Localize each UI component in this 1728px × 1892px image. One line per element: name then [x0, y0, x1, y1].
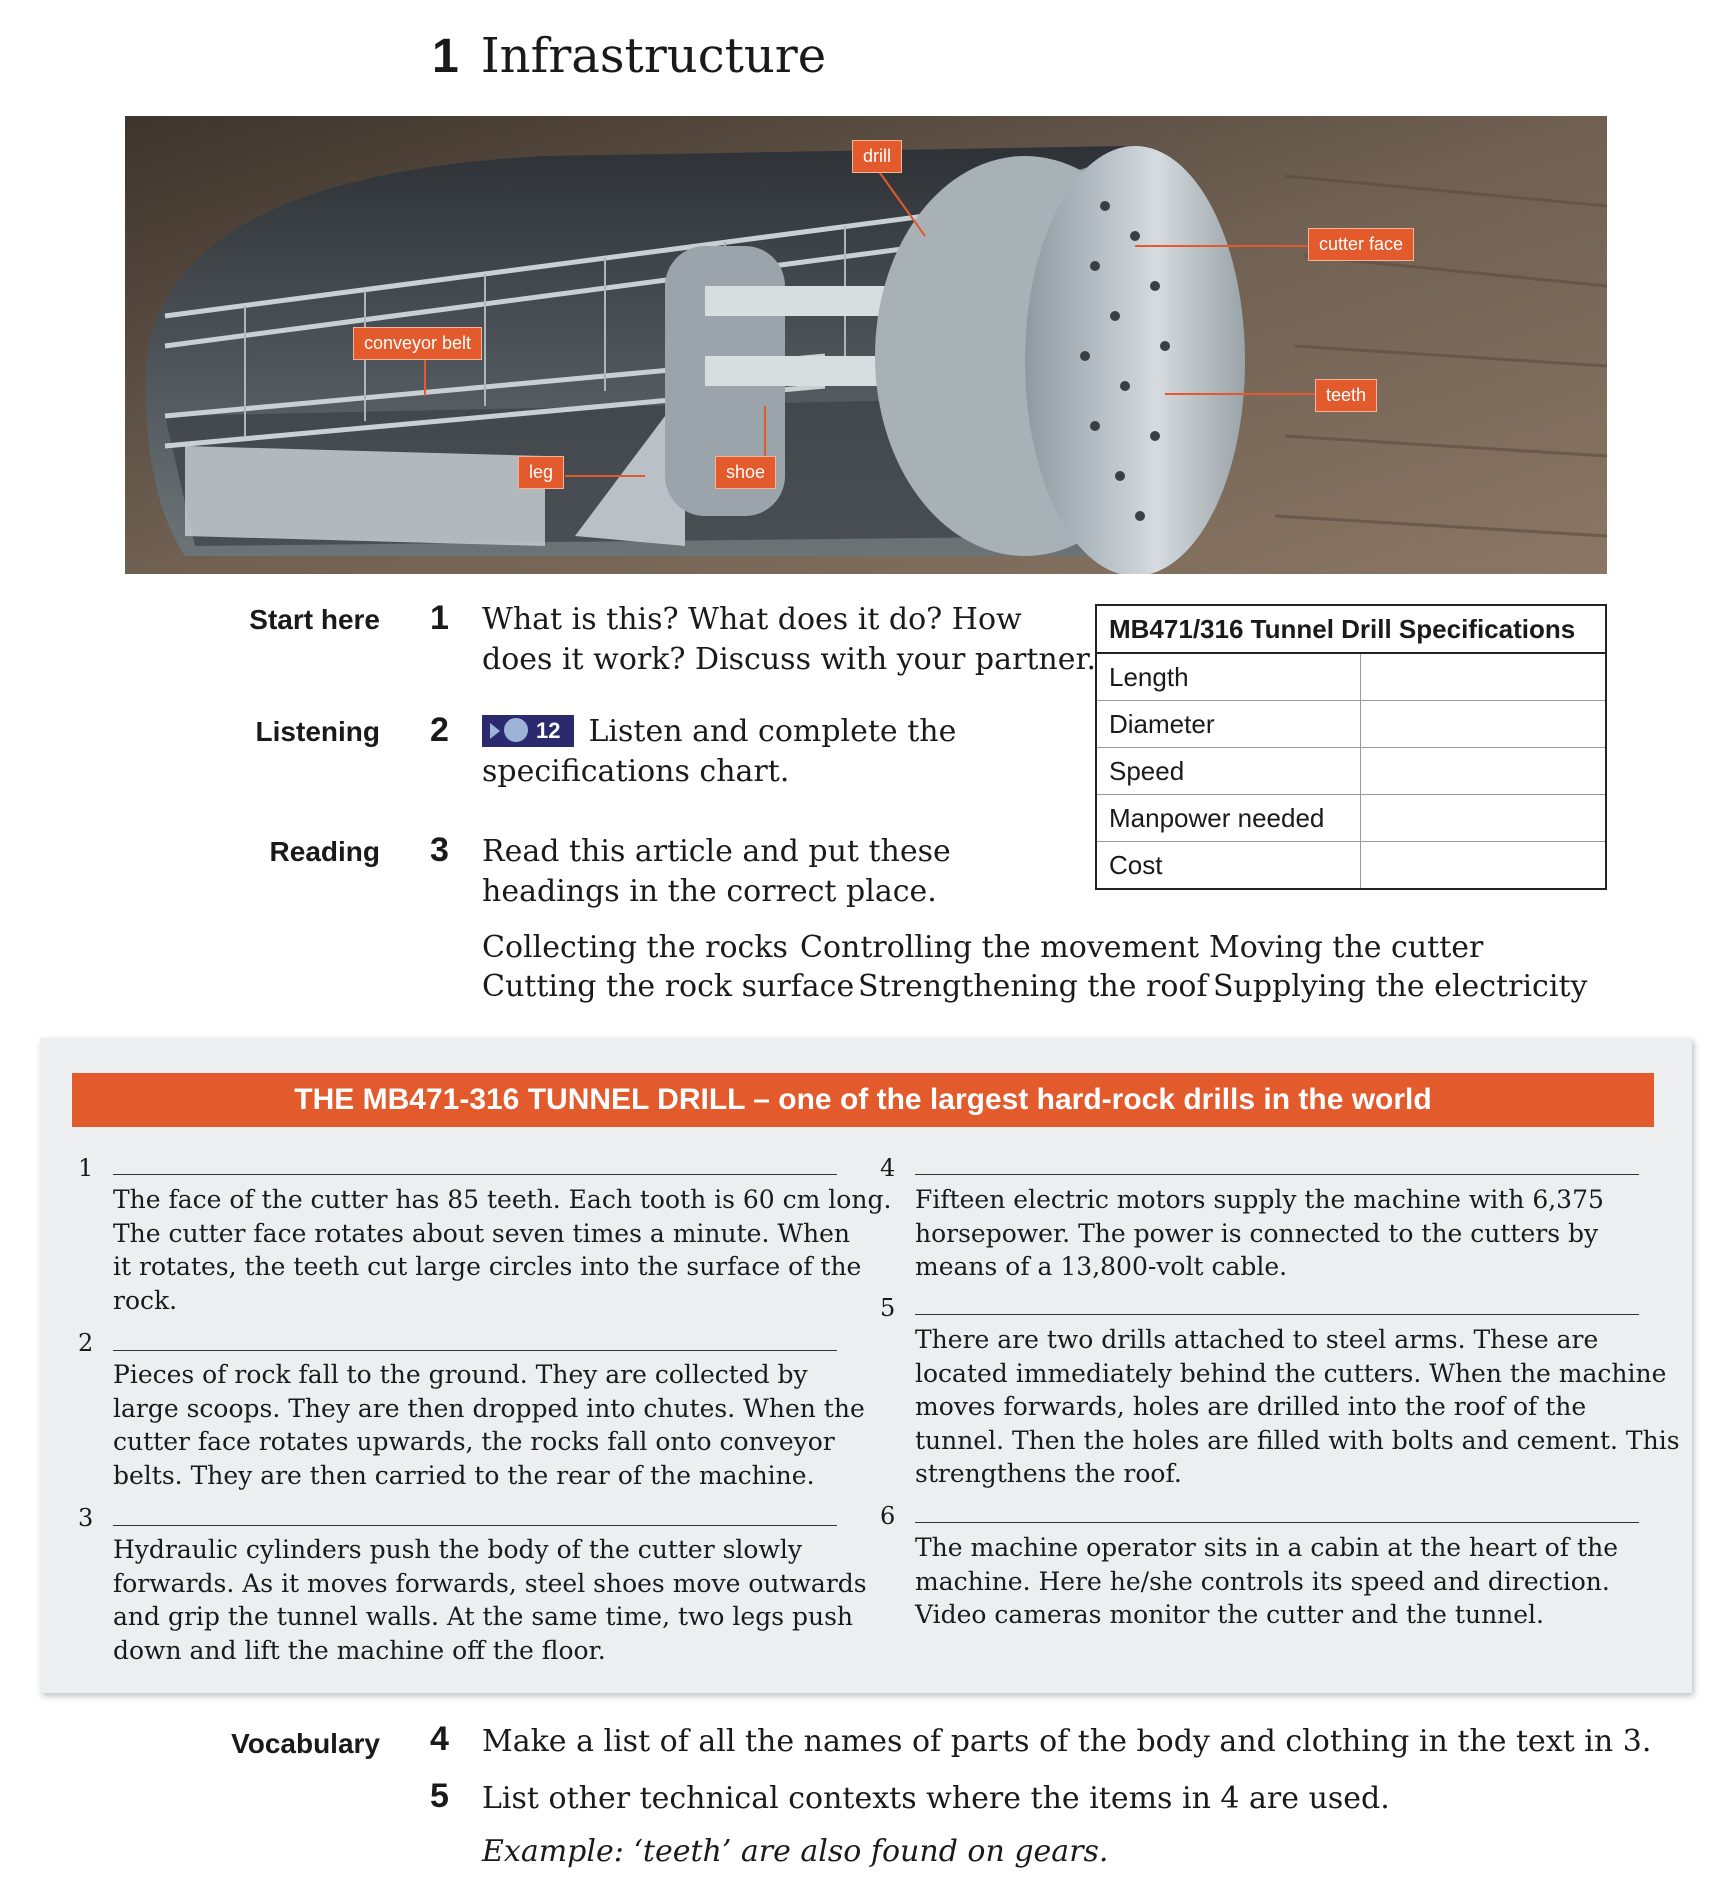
paragraph-line: Hydraulic cylinders push the body of the cutter slowly: [113, 1535, 802, 1564]
section-listening: Listening: [255, 716, 380, 747]
paragraph-2-text: [113, 1358, 865, 1492]
paragraph-line: machine. Here he/she controls its speed and direction.: [915, 1566, 1610, 1596]
exercise-4-number: 4: [430, 1720, 449, 1758]
spec-label-manpower: Manpower needed: [1096, 795, 1361, 842]
callout-shoe: shoe: [715, 456, 776, 489]
spec-value-cell[interactable]: [1361, 653, 1607, 701]
spec-value-cell[interactable]: [1361, 795, 1607, 842]
paragraph-line: means of a 13,800-volt cable.: [915, 1252, 1288, 1281]
section-vocabulary: Vocabulary: [231, 1728, 380, 1759]
tunnel-drill-illustration: [125, 116, 1607, 574]
paragraph-line: Video cameras monitor the cutter and the tunnel.: [915, 1600, 1545, 1629]
table-row: [1096, 748, 1606, 795]
example-text: Example: ‘teeth’ are also found on gears.: [482, 1834, 1109, 1869]
section-reading: Reading: [269, 836, 380, 867]
paragraph-line: large scoops. They are then dropped into chutes. When the: [113, 1393, 865, 1423]
paragraph-line: Fifteen electric motors supply the machine with 6,375: [915, 1185, 1604, 1214]
exercise-5-text: List other technical contexts where the items in 4 are used.: [482, 1781, 1390, 1816]
exercise-5-number: 5: [430, 1777, 449, 1815]
paragraph-line: cutter face rotates upwards, the rocks fall onto conveyor: [113, 1427, 835, 1456]
paragraph-6-number: 6: [880, 1502, 896, 1530]
paragraph-line: rock.: [113, 1285, 178, 1315]
spec-value-cell[interactable]: [1361, 842, 1607, 890]
unit-title-text: Infrastructure: [480, 28, 827, 84]
exercise-3-text: [482, 832, 951, 912]
paragraph-line: There are two drills attached to steel arms. These are: [915, 1325, 1599, 1354]
spec-label-length: Length: [1096, 653, 1361, 701]
audio-track-number: 12: [536, 718, 561, 743]
paragraph-line: located immediately behind the cutters. When the machine: [915, 1358, 1667, 1388]
paragraph-line: The face of the cutter has 85 teeth. Each tooth is 60 cm long.: [113, 1185, 892, 1214]
paragraph-2-number: 2: [78, 1329, 94, 1357]
paragraph-line: The machine operator sits in a cabin at the heart of the: [915, 1533, 1618, 1562]
unit-number: 1: [432, 30, 459, 83]
paragraph-line: The cutter face rotates about seven times a minute. When: [113, 1218, 851, 1248]
specifications-table: [1095, 604, 1607, 890]
paragraph-6-heading-blank[interactable]: [915, 1522, 1639, 1523]
paragraph-line: tunnel. Then the holes are filled with bolts and cement. This: [915, 1425, 1680, 1455]
heading-option: Moving the cutter: [1209, 930, 1484, 965]
cd-icon: [504, 718, 528, 742]
paragraph-line: belts. They are then carried to the rear of the machine.: [113, 1460, 815, 1490]
exercise-3-line-2: headings in the correct place.: [482, 874, 937, 909]
heading-option: Strengthening the roof: [858, 969, 1208, 1004]
paragraph-line: down and lift the machine off the floor.: [113, 1635, 606, 1665]
heading-option: Collecting the rocks: [482, 930, 788, 965]
exercise-2-line-2: specifications chart.: [482, 754, 790, 789]
paragraph-line: moves forwards, holes are drilled into the roof of the: [915, 1392, 1587, 1421]
paragraph-line: forwards. As it moves forwards, steel shoes move outwards: [113, 1568, 867, 1598]
table-row: [1096, 701, 1606, 748]
exercise-2-text: [482, 712, 956, 792]
section-start-here: Start here: [249, 604, 380, 635]
paragraph-6-text: [915, 1531, 1618, 1632]
specifications-table-title: MB471/316 Tunnel Drill Specifications: [1096, 605, 1606, 653]
paragraph-line: Pieces of rock fall to the ground. They are collected by: [113, 1360, 808, 1389]
heading-option: Controlling the movement: [800, 930, 1200, 965]
heading-option: Supplying the electricity: [1213, 969, 1588, 1004]
paragraph-line: it rotates, the teeth cut large circles into the surface of the: [113, 1252, 862, 1281]
spec-label-cost: Cost: [1096, 842, 1361, 890]
exercise-3-number: 3: [430, 831, 449, 869]
headings-list: [482, 928, 1588, 1008]
exercise-4-text: Make a list of all the names of parts of the body and clothing in the text in 3.: [482, 1724, 1652, 1759]
callout-conveyor-belt: conveyor belt: [353, 327, 482, 360]
tunnel-drill-drawing: [125, 116, 1607, 574]
exercise-1-line-1: What is this? What does it do? How: [482, 602, 1022, 637]
table-row: [1096, 842, 1606, 890]
exercise-2-line-1: Listen and complete the: [588, 714, 957, 749]
paragraph-3-heading-blank[interactable]: [113, 1525, 837, 1526]
paragraph-4-text: [915, 1183, 1604, 1284]
callout-cutter-face: cutter face: [1308, 228, 1414, 261]
paragraph-1-number: 1: [78, 1154, 94, 1182]
paragraph-5-number: 5: [880, 1294, 896, 1322]
paragraph-5-text: [915, 1323, 1680, 1491]
paragraph-1-heading-blank[interactable]: [113, 1174, 837, 1175]
table-row: [1096, 653, 1606, 701]
callout-leg: leg: [518, 456, 564, 489]
paragraph-1-text: [113, 1183, 891, 1317]
unit-title: [432, 28, 826, 84]
spec-label-speed: Speed: [1096, 748, 1361, 795]
exercise-3-line-1: Read this article and put these: [482, 834, 951, 869]
spec-value-cell[interactable]: [1361, 748, 1607, 795]
spec-label-diameter: Diameter: [1096, 701, 1361, 748]
exercise-1-line-2: does it work? Discuss with your partner.: [482, 642, 1097, 677]
paragraph-2-heading-blank[interactable]: [113, 1350, 837, 1351]
paragraph-4-number: 4: [880, 1154, 896, 1182]
spec-value-cell[interactable]: [1361, 701, 1607, 748]
exercise-2-number: 2: [430, 711, 449, 749]
article-banner: THE MB471-316 TUNNEL DRILL – one of the largest hard-rock drills in the world: [72, 1073, 1654, 1127]
paragraph-line: and grip the tunnel walls. At the same time, two legs push: [113, 1602, 854, 1631]
table-row: [1096, 795, 1606, 842]
callout-teeth: teeth: [1315, 379, 1377, 412]
paragraph-5-heading-blank[interactable]: [915, 1314, 1639, 1315]
exercise-1-text: [482, 600, 1096, 680]
audio-track-button[interactable]: [482, 715, 574, 747]
exercise-1-number: 1: [430, 599, 449, 637]
paragraph-4-heading-blank[interactable]: [915, 1174, 1639, 1175]
callout-drill: drill: [852, 140, 902, 173]
paragraph-line: strengthens the roof.: [915, 1459, 1182, 1488]
heading-option: Cutting the rock surface: [482, 969, 855, 1004]
play-icon: [490, 723, 500, 739]
paragraph-3-text: [113, 1533, 867, 1667]
paragraph-3-number: 3: [78, 1504, 94, 1532]
paragraph-line: horsepower. The power is connected to the cutters by: [915, 1218, 1599, 1248]
